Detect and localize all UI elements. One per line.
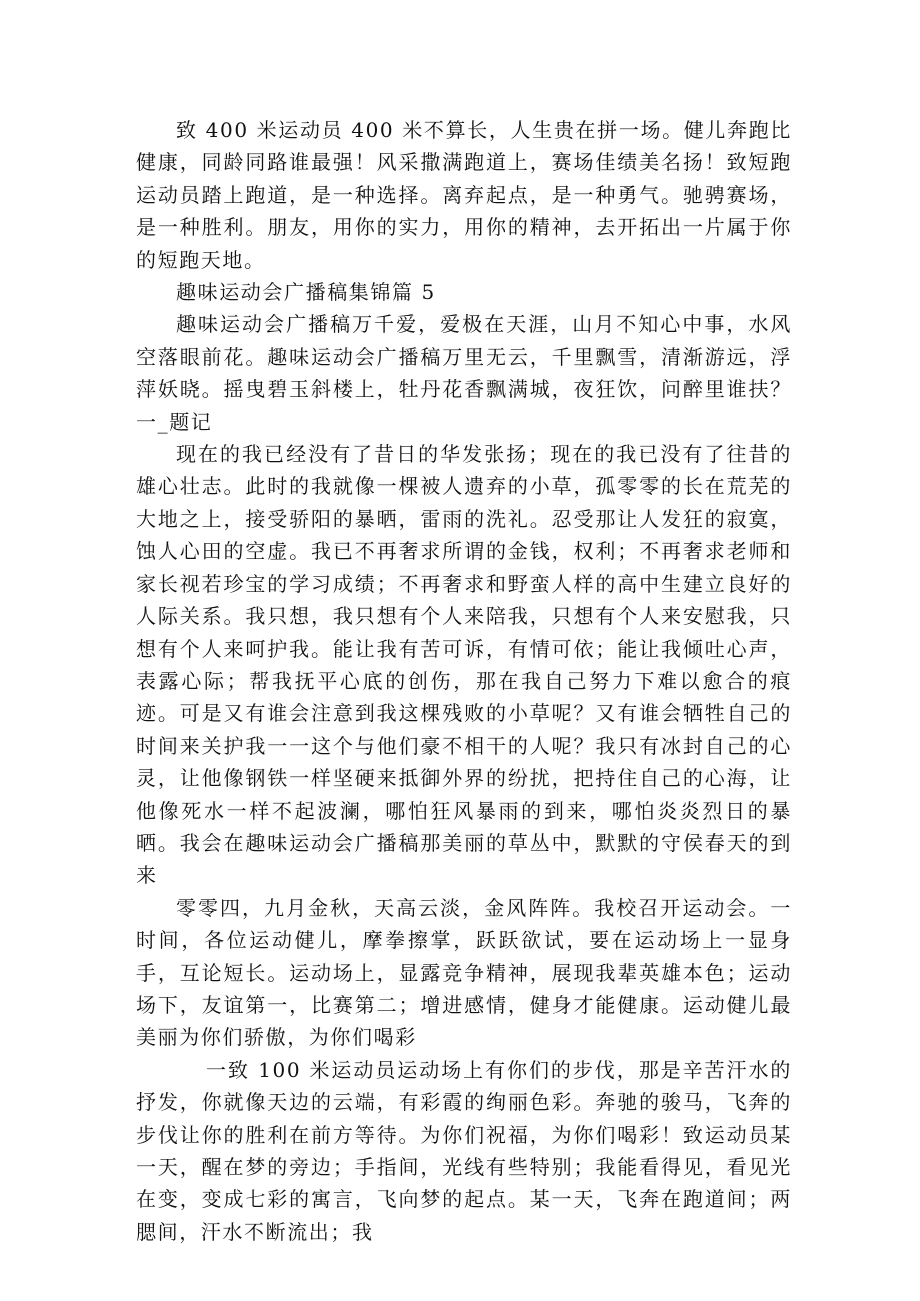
paragraph-intro-poem: 趣味运动会广播稿万千爱，爱极在天涯，山月不知心中事，水风空落眼前花。趣味运动会广播稿万里无云，千里飘雪，清渐游远，浮萍妖晓。摇曳碧玉斜楼上，牡丹花香飘满城，夜狂饮，问醉里谁扶？一_题记 <box>136 312 792 434</box>
paragraph-reflection: 现在的我已经没有了昔日的华发张扬；现在的我已没有了往昔的雄心壮志。此时的我就像一棵被人遗弃的小草，孤零零的长在荒芜的大地之上，接受骄阳的暴晒，雷雨的洗礼。忍受那让人发狂的寂寞，蚀人心田的空虚。我已不再奢求所谓的金钱，权利；不再奢求老师和家长视若珍宝的学习成绩；不再奢求和野蛮人样的高中生建立良好的人际关系。我只想，我只想有个人来陪我，只想有个人来安慰我，只想有个人来呵护我。能让我有苦可诉，有情可依；能让我倾吐心声，表露心际；帮我抚平心底的创伤，那在我自己努力下难以愈合的痕迹。可是又有谁会注意到我这棵残败的小草呢？又有谁会牺牲自己的时间来关护我一一这个与他们豪不相干的人呢？我只有冰封自己的心灵，让他像钢铁一样坚硬来抵御外界的纷扰，把持住自己的心海，让他像死水一样不起波澜，哪怕狂风暴雨的到来，哪怕炎炎烈日的暴晒。我会在趣味运动会广播稿那美丽的草丛中，默默的守侯春天的到来 <box>136 442 792 888</box>
section-heading: 趣味运动会广播稿集锦篇 5 <box>176 280 436 305</box>
paragraph-100m: 一致 100 米运动员运动场上有你们的步伐，那是辛苦汗水的抒发，你就像天边的云端，有彩霞的绚丽色彩。奔驰的骏马，飞奔的步伐让你的胜利在前方等待。为你们祝福，为你们喝彩！致运动员某一天，醒在梦的旁边；手指间，光线有些特别；我能看得见，看见光在变，变成七彩的寓言，飞向梦的起点。某一天，飞奔在跑道间；两腮间，汗水不断流出；我 <box>136 1057 792 1244</box>
body-text <box>136 114 792 1248</box>
paragraph-sports-meet: 零零四，九月金秋，天高云淡，金风阵阵。我校召开运动会。一时间，各位运动健儿，摩拳擦掌，跃跃欲试，要在运动场上一显身手，互论短长。运动场上，显露竞争精神，展现我辈英雄本色；运动场下，友谊第一，比赛第二；增进感情，健身才能健康。运动健儿最美丽为你们骄傲，为你们喝彩 <box>136 895 792 1050</box>
paragraph-400m: 致 400 米运动员 400 米不算长，人生贵在拼一场。健儿奔跑比健康，同龄同路谁最强！风采撒满跑道上，赛场佳绩美名扬！致短跑运动员踏上跑道，是一种选择。离弃起点，是一种勇气。驰骋赛场，是一种胜利。朋友，用你的实力，用你的精神，去开拓出一片属于你的短跑天地。 <box>136 118 792 272</box>
